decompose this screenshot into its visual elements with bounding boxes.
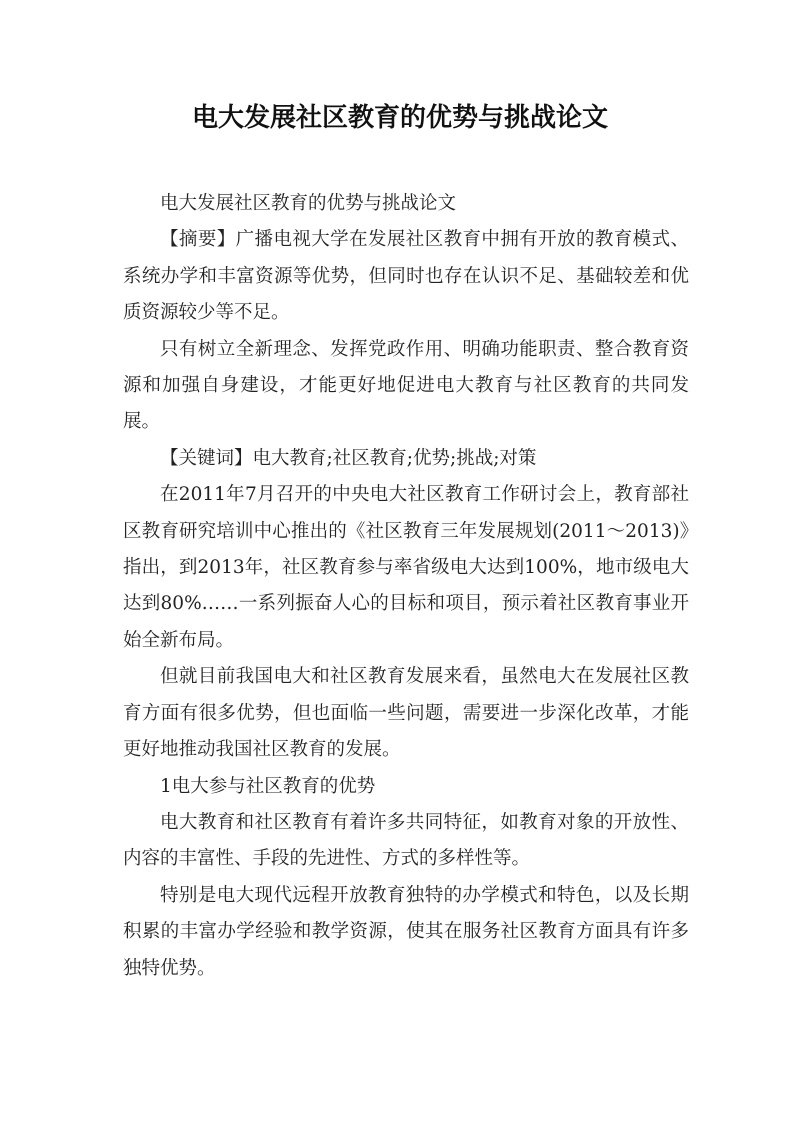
paragraph-keywords: 【关键词】电大教育;社区教育;优势;挑战;对策 <box>160 447 537 469</box>
paragraph-intro-continued: 但就目前我国电大和社区教育发展来看，虽然电大在发展社区教育方面有很多优势，但也面临一些问题，需要进一步深化改革，才能更好地推动我国社区教育的发展。 <box>123 666 689 761</box>
document-title: 电大发展社区教育的优势与挑战论文 <box>191 103 608 133</box>
paragraph-abstract-continued: 只有树立全新理念、发挥党政作用、明确功能职责、整合教育资源和加强自身建设，才能更好地促进电大教育与社区教育的共同发展。 <box>123 338 689 433</box>
paragraph-abstract: 【摘要】广播电视大学在发展社区教育中拥有开放的教育模式、系统办学和丰富资源等优势，但同时也存在认识不足、基础较差和优质资源较少等不足。 <box>123 229 689 324</box>
document-body <box>123 186 689 987</box>
paragraph-section-1-continued: 特别是电大现代远程开放教育独特的办学模式和特色，以及长期积累的丰富办学经验和教学资源，使其在服务社区教育方面具有许多独特优势。 <box>123 884 689 979</box>
section-heading-1: 1电大参与社区教育的优势 <box>160 775 376 797</box>
paragraph-subtitle: 电大发展社区教育的优势与挑战论文 <box>160 193 457 214</box>
paragraph-intro: 在2011年7月召开的中央电大社区教育工作研讨会上，教育部社区教育研究培训中心推出的《社区教育三年发展规划(2011～2013)》指出，到2013年，社区教育参与率省级电大达到100%，地市级电大达到80%……一系列振奋人心的目标和项目，预示着社区教育事业开始全新布局。 <box>123 484 689 651</box>
paragraph-section-1: 电大教育和社区教育有着许多共同特征，如教育对象的开放性、内容的丰富性、手段的先进性、方式的多样性等。 <box>123 811 689 870</box>
